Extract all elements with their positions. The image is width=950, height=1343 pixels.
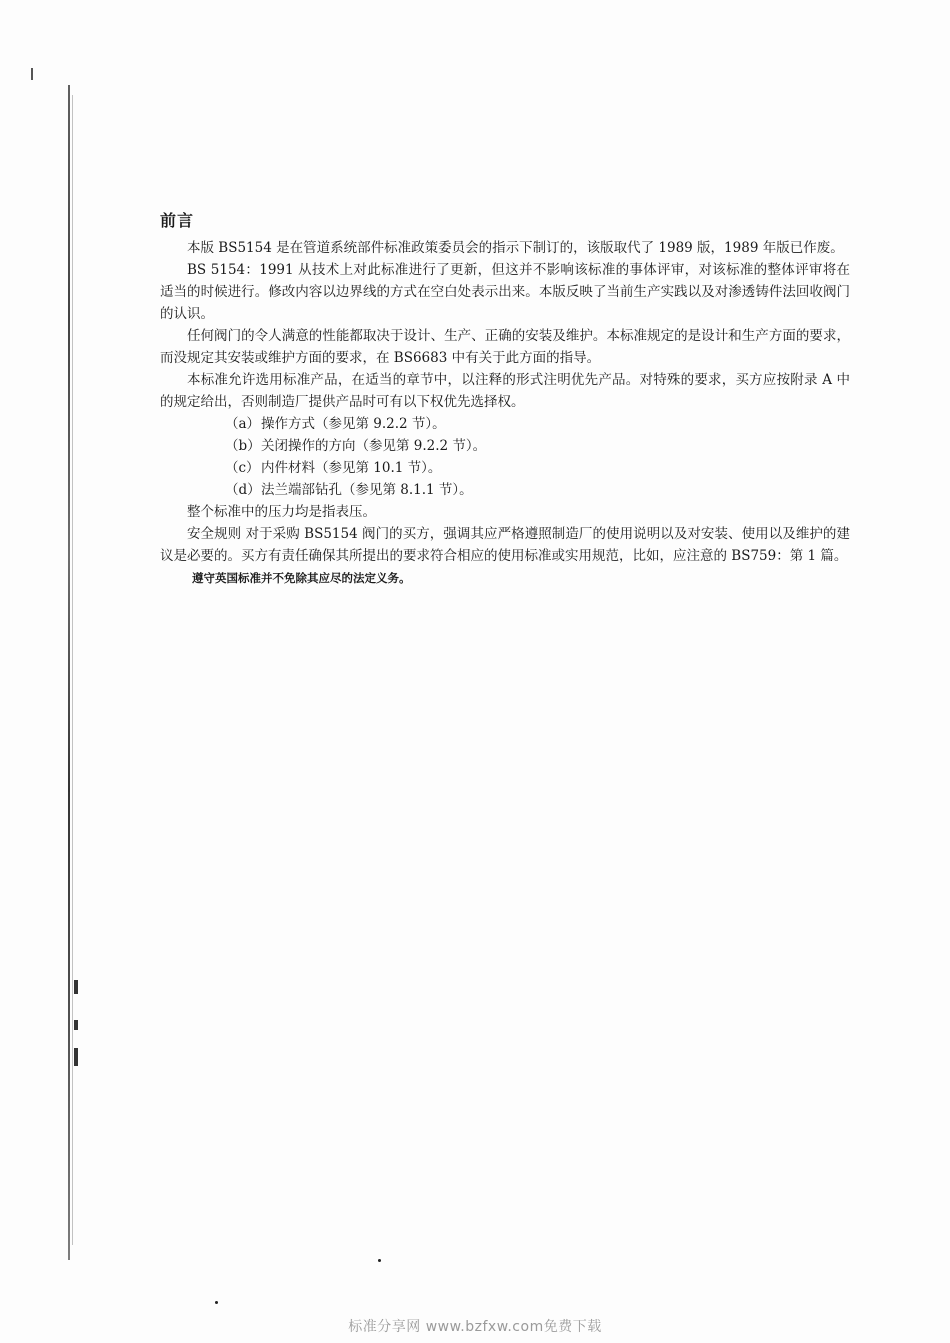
list-marker: （a） — [225, 416, 261, 432]
list-marker: （c） — [225, 460, 260, 476]
legal-notice: 遵守英国标准并不免除其应尽的法定义务。 — [192, 571, 411, 585]
list-item — [225, 413, 850, 435]
scan-binding-edge — [68, 85, 70, 1260]
scan-artifact-mark — [74, 1048, 78, 1066]
scan-artifact-dot — [215, 1301, 218, 1304]
document-body — [160, 208, 850, 589]
list-item-text: 法兰端部钻孔（参见第 8.1.1 节）。 — [261, 482, 473, 498]
scan-artifact-dot — [378, 1259, 381, 1262]
list-item — [225, 457, 850, 479]
paragraph-safety: 安全规则 对于采购 BS5154 阀门的买方，强调其应严格遵照制造厂的使用说明以及对安装、使用以及维护的建议是必要的。买方有责任确保其所提出的要求符合相应的使用标准或实用规范，比如，应注意的 BS759：第 1 篇。 — [160, 526, 850, 564]
scan-binding-edge-inner — [72, 95, 73, 1245]
paragraph-options: 本标准允许选用标准产品，在适当的章节中，以注释的形式注明优先产品。对特殊的要求，买方应按附录 A 中的规定给出，否则制造厂提供产品时可有以下权优先选择权。 — [160, 372, 850, 410]
list-marker: （b） — [225, 438, 261, 454]
scan-artifact-tick — [31, 68, 33, 80]
list-item-text: 关闭操作的方向（参见第 9.2.2 节）。 — [261, 438, 487, 454]
option-list — [160, 413, 850, 501]
paragraph-revision: BS 5154：1991 从技术上对此标准进行了更新，但这并不影响该标准的事体评审，对该标准的整体评审将在适当的时候进行。修改内容以边界线的方式在空白处表示出来。本版反映了当前生产实践以及对渗透铸件法回收阀门的认识。 — [160, 262, 850, 322]
list-item — [225, 435, 850, 457]
list-item-text: 内件材料（参见第 10.1 节）。 — [261, 460, 442, 476]
scan-artifact-mark — [74, 1020, 78, 1030]
paragraph-edition: 本版 BS5154 是在管道系统部件标准政策委员会的指示下制订的，该版取代了 1989 版，1989 年版已作废。 — [187, 240, 844, 256]
footer-watermark: 标准分享网 www.bzfxw.com免费下载 — [348, 1319, 602, 1335]
page-title: 前言 — [160, 211, 195, 230]
list-marker: （d） — [225, 482, 261, 498]
list-item-text: 操作方式（参见第 9.2.2 节）。 — [261, 416, 446, 432]
scan-artifact-mark — [74, 980, 78, 994]
list-item — [225, 479, 850, 501]
paragraph-performance: 任何阀门的令人满意的性能都取决于设计、生产、正确的安装及维护。本标准规定的是设计和生产方面的要求，而没规定其安装或维护方面的要求，在 BS6683 中有关于此方面的指导。 — [160, 328, 850, 366]
paragraph-pressure: 整个标准中的压力均是指表压。 — [187, 504, 376, 520]
